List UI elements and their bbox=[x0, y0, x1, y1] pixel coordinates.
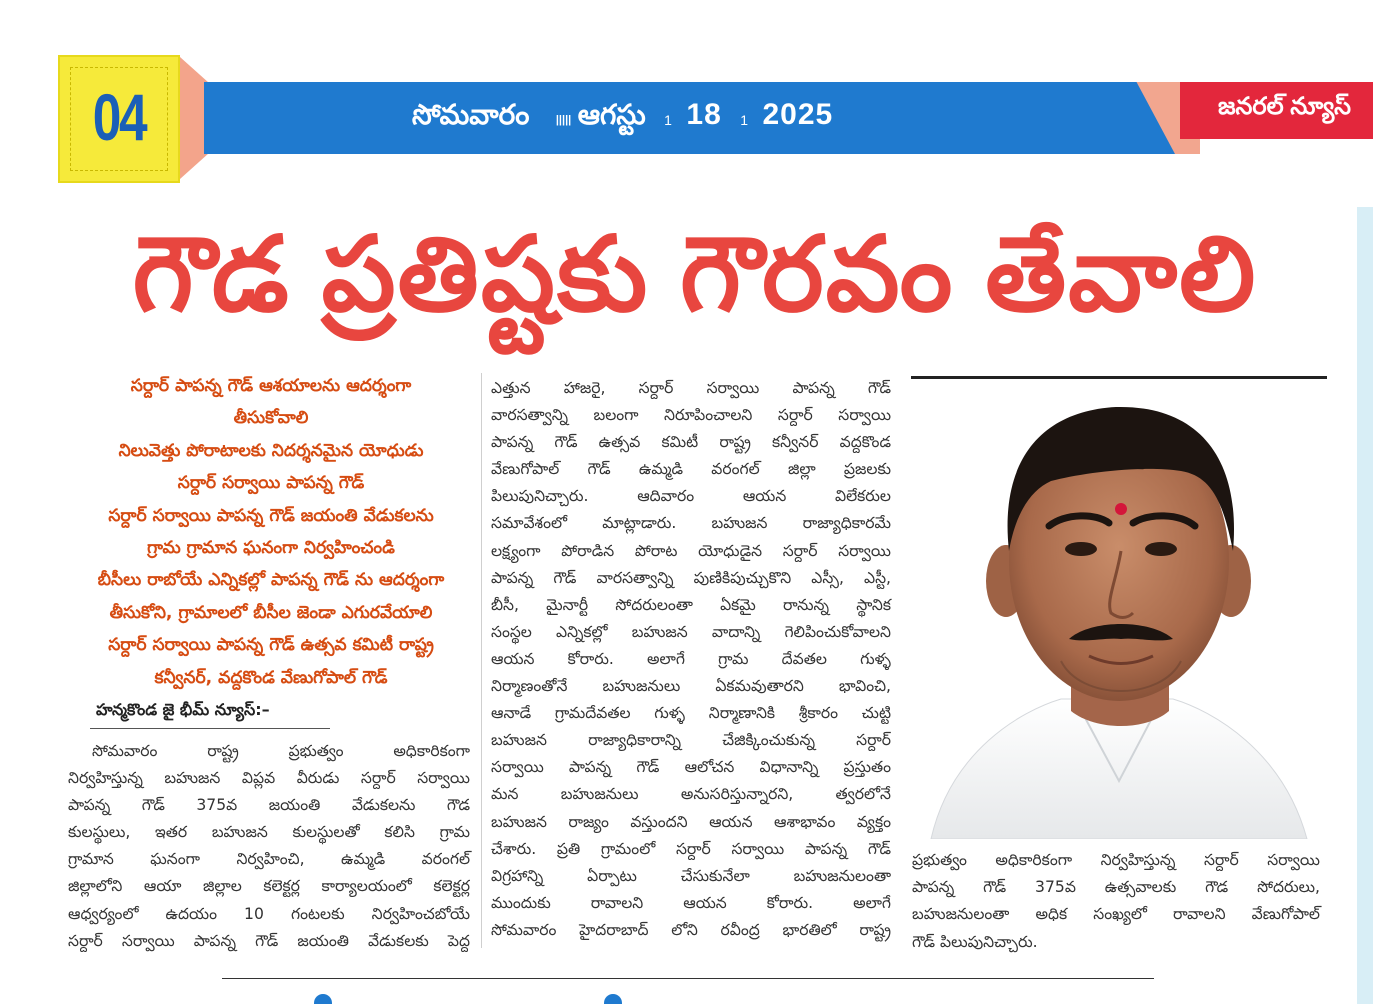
portrait-illustration bbox=[911, 381, 1327, 839]
body-line: గ్రామాన ఘనంగా నిర్వహించి, ఉమ్మడి వరంగల్ bbox=[68, 850, 470, 869]
photo-caption bbox=[912, 847, 1320, 956]
dateline-month: ఆగస్టు bbox=[577, 99, 646, 130]
left-column bbox=[68, 738, 470, 955]
body-line: జిల్లాలోని ఆయా జిల్లాల కలెక్టర్ల కార్యాలయంలో కలెక్టర్ల bbox=[68, 877, 470, 896]
bottom-decoration bbox=[314, 994, 332, 1004]
dateline-mark: ||||| bbox=[555, 113, 572, 126]
dateline-separator: 1 bbox=[664, 111, 672, 128]
section-label: జనరల్ న్యూస్ bbox=[1218, 93, 1352, 120]
deck-line: తీసుకోని, గ్రామాలలో బీసీల జెండా ఎగురవేయాలి bbox=[109, 602, 433, 623]
body-line: బహుజన రాజ్యం వస్తుందని ఆయన ఆశాభావం వ్యక్తం bbox=[491, 812, 891, 831]
caption-line: ప్రభుత్వం అధికారికంగా నిర్వహిస్తున్న సర్దార్ సర్వాయి bbox=[912, 851, 1320, 869]
caption-line: బహుజనులంతా అధిక సంఖ్యలో రావాలని వేణుగోపాల్ bbox=[912, 905, 1320, 924]
body-line: లక్ష్యంగా పోరాడిన పోరాట యోధుడైన సర్దార్ సర్వాయి bbox=[491, 541, 891, 560]
dateline-date: 18 bbox=[686, 98, 722, 131]
body-line: ముందుకు రావాలని ఆయన కోరారు. అలాగే bbox=[491, 893, 891, 912]
body-line: పాపన్న గౌడ్ ఉత్సవ కమిటీ రాష్ట్ర కన్వీనర్ వద్దకొండ bbox=[491, 433, 891, 452]
body-line: బీసీ, మైనార్టీ సోదరులంతా ఏకమై రానున్న స్థానిక bbox=[491, 595, 891, 614]
bottom-decoration bbox=[604, 994, 622, 1004]
deck-line: సర్దార్ పాపన్న గౌడ్ ఆశయాలను ఆదర్శంగా bbox=[130, 376, 412, 396]
body-line: ఆనాడే గ్రామదేవతల గుళ్ళ నిర్మాణానికి శ్రీకారం చుట్టి bbox=[491, 704, 891, 723]
bottom-rule bbox=[222, 978, 1154, 979]
portrait-photo bbox=[911, 381, 1327, 839]
deck-line: సర్దార్ సర్వాయి పాపన్న గౌడ్ ఉత్సవ కమిటీ రాష్ట్ర bbox=[108, 635, 434, 656]
body-line: మన బహుజనులు అనుసరిస్తున్నారని, త్వరలోనే bbox=[491, 785, 891, 804]
column-divider bbox=[481, 373, 482, 948]
body-line: చేశారు. ప్రతి గ్రామంలో సర్దార్ సర్వాయి పాపన్న గౌడ్ bbox=[491, 839, 891, 858]
deck-line: సర్దార్ సర్వాయి పాపన్న గౌడ్ జయంతి వేడుకలను bbox=[108, 505, 434, 526]
deck bbox=[68, 370, 474, 694]
photo-top-rule bbox=[911, 376, 1327, 379]
body-line: నిర్మాణంతోనే బహుజనులు ఏకమవుతారని భావించి, bbox=[491, 677, 891, 696]
body-line: కులస్థులు, ఇతర బహుజన కులస్థులతో కలిసి గ్రామ bbox=[68, 823, 470, 842]
headline: గౌడ ప్రతిష్టకు గౌరవం తేవాలి bbox=[132, 217, 1258, 333]
body-line: సంస్థల ఎన్నికల్లో బహుజన వాదాన్ని గెలిపించుకోవాలని bbox=[491, 622, 891, 641]
dateline-day: సోమవారం bbox=[412, 99, 530, 130]
byline-rule bbox=[90, 728, 330, 729]
body-line: వారసత్వాన్ని బలంగా నిరూపించాలని సర్దార్ సర్వాయి bbox=[491, 406, 891, 425]
body-line: పాపన్న గౌడ్ 375వ జయంతి వేడుకలను గౌడ bbox=[68, 796, 470, 815]
deck-line: తీసుకోవాలి bbox=[233, 408, 309, 429]
deck-line: సర్దార్ సర్వాయి పాపన్న గౌడ్ bbox=[177, 473, 365, 494]
dateline bbox=[412, 98, 833, 138]
deck-line: కన్వీనర్, వద్దకొండ వేణుగోపాల్ గౌడ్ bbox=[154, 667, 388, 688]
body-line: పాపన్న గౌడ్ వారసత్వాన్ని పుణికిపుచ్చుకొని ఎస్సీ, ఎస్టీ, bbox=[491, 568, 891, 587]
deck-line: గ్రామ గ్రామాన ఘనంగా నిర్వహించండి bbox=[147, 538, 395, 559]
caption-line: గౌడ్ పిలుపునిచ్చారు. bbox=[912, 932, 1038, 951]
right-edge-strip bbox=[1357, 207, 1373, 1004]
page-number: 04 bbox=[92, 80, 146, 154]
body-line: బహుజన రాజ్యాధికారాన్ని చేజిక్కించుకున్న సర్దార్ bbox=[491, 731, 891, 750]
body-line: సర్వాయి పాపన్న గౌడ్ ఆలోచన విధానాన్ని ప్రస్తుతం bbox=[491, 758, 891, 777]
body-line: ఎత్తున హాజరై, సర్దార్ సర్వాయి పాపన్న గౌడ్ bbox=[491, 379, 891, 397]
body-line: ఆధ్వర్యంలో ఉదయం 10 గంటలకు నిర్వహించబోయే bbox=[68, 904, 470, 923]
middle-column bbox=[491, 375, 891, 944]
body-line: పిలుపునిచ్చారు. ఆదివారం ఆయన విలేకరుల bbox=[491, 487, 891, 506]
caption-line: పాపన్న గౌడ్ 375వ ఉత్సవాలకు గౌడ సోదరులు, bbox=[912, 878, 1320, 897]
body-line: సోమవారం రాష్ట్ర ప్రభుత్వం అధికారికంగా bbox=[92, 742, 470, 760]
byline: హన్మకొండ జై భీమ్ న్యూస్:– bbox=[96, 700, 270, 719]
page-number-box bbox=[58, 55, 180, 183]
deck-line: బీసీలు రాబోయే ఎన్నికల్లో పాపన్న గౌడ్ ను ఆదర్శంగా bbox=[97, 570, 445, 591]
body-line: సమావేశంలో మాట్లాడారు. బహుజన రాజ్యాధికారమే bbox=[491, 514, 891, 533]
dateline-year: 2025 bbox=[762, 98, 834, 131]
body-line: వేణుగోపాల్ గౌడ్ ఉమ్మడి వరంగల్ జిల్లా ప్రజలకు bbox=[491, 460, 891, 479]
deck-line: నిలువెత్తు పోరాటాలకు నిదర్శనమైన యోధుడు bbox=[118, 440, 424, 461]
dateline-separator-2: 1 bbox=[740, 111, 749, 128]
body-line: విగ్రహాన్ని ఏర్పాటు చేసుకునేలా బహుజనులంతా bbox=[491, 866, 891, 885]
body-line: సర్దార్ సర్వాయి పాపన్న గౌడ్ జయంతి వేడుకలకు పెద్ద bbox=[68, 931, 470, 950]
body-line: సోమవారం హైదరాబాద్ లోని రవీంద్ర భారతిలో రాష్ట్ర bbox=[491, 920, 891, 939]
body-line: నిర్వహిస్తున్న బహుజన విప్లవ వీరుడు సర్దార్ సర్వాయి bbox=[68, 769, 470, 788]
body-line: ఆయన కోరారు. అలాగే గ్రామ దేవతల గుళ్ళ bbox=[491, 649, 891, 668]
